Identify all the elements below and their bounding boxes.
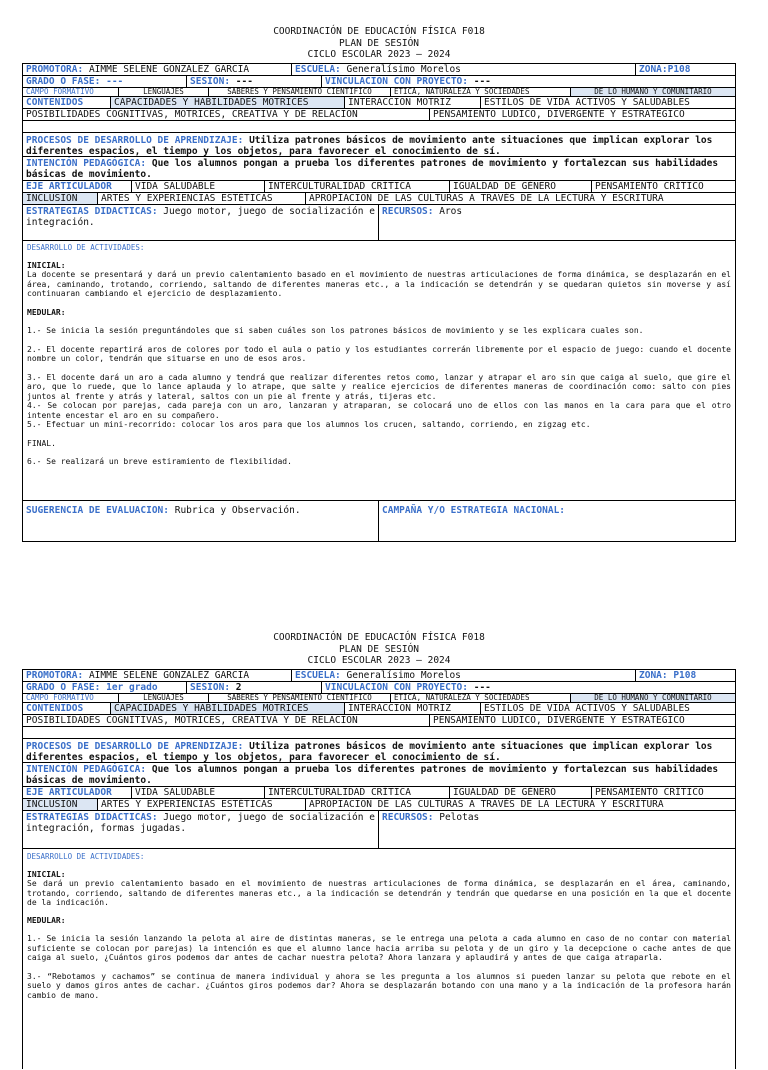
- procesos-label: PROCESOS DE DESARROLLO DE APRENDIZAJE:: [26, 741, 244, 752]
- vinculacion-label: VINCULACION CON PROYECTO:: [325, 682, 468, 693]
- vinculacion-value: ---: [473, 76, 491, 87]
- posibilidades-cell: POSIBILIDADES COGNITIVAS, MOTRICES, CREATIVA Y DE RELACIÓN: [26, 715, 358, 726]
- row-grado: [23, 76, 735, 88]
- procesos-cell: [23, 739, 735, 762]
- grado-value: ---: [106, 76, 124, 87]
- eje-igualdad: IGUALDAD DE GÉNERO: [449, 181, 591, 192]
- estrategias-label: ESTRATEGIAS DIDACTICAS:: [26, 206, 158, 217]
- escuela-value: Generalísimo Morelos: [346, 64, 461, 75]
- row-contenidos: [23, 703, 735, 715]
- row-desarrollo: [23, 241, 735, 501]
- pensamiento-ludico-cell: PENSAMIENTO LUDICO, DIVERGENTE Y ESTRATEGICO: [429, 715, 735, 726]
- eje-interculturalidad: INTERCULTURALIDAD CRÍTICA: [264, 787, 449, 798]
- campo-formativo-label: CAMPO FORMATIVO: [26, 694, 94, 702]
- promotora-value: AIMME SELENE GONZALEZ GARCIA: [88, 670, 250, 681]
- row-sugerencia: [23, 501, 735, 541]
- eje-pensamiento: PENSAMIENTO CRÍTICO: [591, 787, 735, 798]
- row-estrategias: [23, 811, 735, 849]
- activities-block: [27, 243, 731, 473]
- row-grado: [23, 682, 735, 694]
- medular-item: 1.- Se inicia la sesión preguntándoles que si saben cuáles son los patrones básicos de movimiento y se les explicara cuales son.: [27, 326, 644, 335]
- row-eje: [23, 787, 735, 799]
- campo-humano: DE LO HUMANO Y COMUNITARIO: [570, 694, 735, 702]
- promotora-cell: [23, 64, 291, 75]
- row-promotora: [23, 670, 735, 682]
- header-cycle: CICLO ESCOLAR 2023 – 2024: [307, 655, 451, 666]
- row-spacer: [23, 727, 735, 739]
- contenido-capacidades: CAPACIDADES Y HABILIDADES MOTRICES: [110, 703, 344, 714]
- estrategias-cell: [23, 811, 378, 848]
- intencion-cell: [23, 763, 735, 786]
- grado-value: 1er grado: [106, 682, 158, 693]
- recursos-label: RECURSOS:: [382, 206, 434, 217]
- intencion-text: Que los alumnos pongan a prueba los diferentes patrones de movimiento y fortalezcan sus habilidades básicas de movimiento.: [26, 764, 719, 786]
- header-title: COORDINACIÓN DE EDUCACIÓN FÍSICA F018: [273, 26, 485, 37]
- medular-item: 1.- Se inicia la sesión lanzando la pelota al aire de distintas maneras, se le entrega una pelota a cada alumno en caso de no contar con material suficiente se colocan por parejas) la intención es que el alumno lance hacia arriba su pelota y de un giro y la decepcione o cache antes de que caiga al suelo, ¿Cuántos giros podemos dar antes de cachar nuestra pelota? Ahora lanzara y aplaudirá y antes de que caiga atraparla.: [27, 934, 731, 962]
- eje-vida: VIDA SALUDABLE: [131, 787, 264, 798]
- campo-saberes: SABERES Y PENSAMIENTO CIENTIFICO: [208, 694, 390, 702]
- row-procesos: [23, 739, 735, 763]
- plan-2: [22, 632, 736, 1000]
- sesion-value: 2: [235, 682, 242, 693]
- zona-value: ZONA:P108: [639, 64, 691, 75]
- plan-table: [22, 669, 736, 1069]
- final-label: FINAL.: [27, 438, 56, 448]
- intencion-label: INTENCIÓN PEDAGÓGICA:: [26, 764, 147, 775]
- promotora-cell: [23, 670, 291, 681]
- sugerencia-cell: [23, 501, 378, 541]
- estrategias-label: ESTRATEGIAS DIDACTICAS:: [26, 812, 158, 823]
- posibilidades-cell: POSIBILIDADES COGNITIVAS, MOTRICES, CREATIVA Y DE RELACIÓN: [26, 109, 358, 120]
- promotora-label: PROMOTORA:: [26, 64, 84, 75]
- eje-artes: ARTES Y EXPERIENCIAS ESTÉTICAS: [97, 193, 305, 204]
- escuela-label: ESCUELA:: [295, 64, 341, 75]
- recursos-value: Aros: [439, 206, 463, 217]
- row-posibilidades: [23, 109, 735, 121]
- estrategias-value: Juego motor, juego de socialización e integración, formas jugadas.: [26, 812, 375, 834]
- plan-1: [22, 26, 736, 516]
- sesion-label: SESION:: [190, 76, 231, 87]
- sugerencia-label: SUGERENCIA DE EVALUACION:: [26, 505, 169, 516]
- recursos-value: Pelotas: [439, 812, 480, 823]
- plan-table: [22, 63, 736, 542]
- inicial-label: INICIAL:: [27, 260, 66, 270]
- row-eje-2: [23, 193, 735, 205]
- contenido-interaccion: INTERACCION MOTRIZ: [344, 703, 480, 714]
- intencion-label: INTENCIÓN PEDAGÓGICA:: [26, 158, 147, 169]
- eje-pensamiento: PENSAMIENTO CRÍTICO: [591, 181, 735, 192]
- inicial-text: Se dará un previo calentamiento basado en el movimiento de nuestras articulaciones de forma dinámica, se desplazarán en el área, caminando, trotando, corriendo, saltando de diferentes maneras etc., a la indicación se detendrán y tendrán que quedarse en una posición en la que el docente de la indicación.: [27, 879, 731, 907]
- medular-item: 5.- Efectuar un mini-recorrido: colocar los aros para que los alumnos los crucen, saltando, corriendo, en zigzag etc.: [27, 420, 591, 429]
- eje-inclusion: INCLUSIÓN: [23, 799, 97, 810]
- row-promotora: [23, 64, 735, 76]
- eje-artes: ARTES Y EXPERIENCIAS ESTÉTICAS: [97, 799, 305, 810]
- procesos-text: Utiliza patrones básicos de movimiento ante situaciones que implican explorar los diferentes espacios, el tiempo y los objetos, para favorecer el conocimiento de sí.: [26, 741, 713, 762]
- header-subtitle: PLAN DE SESIÓN: [338, 643, 420, 655]
- campo-formativo-label: CAMPO FORMATIVO: [26, 88, 94, 96]
- contenido-estilos: ESTILOS DE VIDA ACTIVOS Y SALUDABLES: [480, 97, 735, 108]
- eje-interculturalidad: INTERCULTURALIDAD CRÍTICA: [264, 181, 449, 192]
- campana-label: CAMPAÑA Y/O ESTRATEGIA NACIONAL:: [382, 505, 566, 516]
- medular-item: 3.- “Rebotamos y cachamos” se continua de manera individual y ahora se les pregunta a los alumnos si pueden lanzar su pelota que rebote en el suelo y damos giros antes de cachar. ¿Cuántos giros podemos dar? Ahora se desplazarán botando con una mano y a la indicación de la profesora harán cambio de mano.: [27, 971, 731, 1000]
- eje-inclusion: INCLUSIÓN: [23, 193, 97, 204]
- row-spacer: [23, 121, 735, 133]
- inicial-text: La docente se presentará y dará un previo calentamiento basado en el movimiento de nuestras articulaciones de forma dinámica, se desplazarán en el área, caminando, trotando, corriendo, saltando de diferentes maneras etc., a la indicación se detendrán y se quedaran quietos sin moverse y así continuaran cambiando el ejercicio de desplazamiento.: [27, 270, 731, 298]
- grado-label: GRADO O FASE:: [26, 76, 101, 87]
- estrategias-value: Juego motor, juego de socialización e integración.: [26, 206, 375, 228]
- promotora-value: AIMME SELENE GONZALEZ GARCIA: [88, 64, 250, 75]
- grado-cell: [23, 682, 186, 693]
- intencion-text: Que los alumnos pongan a prueba los diferentes patrones de movimiento y fortalezcan sus habilidades básicas de movimiento.: [26, 158, 719, 180]
- zona-cell: [635, 64, 735, 75]
- grado-cell: [23, 76, 186, 87]
- eje-igualdad: IGUALDAD DE GÉNERO: [449, 787, 591, 798]
- medular-label: MEDULAR:: [27, 915, 66, 925]
- row-posibilidades: [23, 715, 735, 727]
- row-desarrollo: [23, 849, 735, 1070]
- escuela-label: ESCUELA:: [295, 670, 341, 681]
- desarrollo-label: DESARROLLO DE ACTIVIDADES:: [27, 243, 145, 252]
- eje-vida: VIDA SALUDABLE: [131, 181, 264, 192]
- escuela-value: Generalísimo Morelos: [346, 670, 461, 681]
- sugerencia-value: Rubrica y Observación.: [174, 505, 301, 516]
- row-estrategias: [23, 205, 735, 241]
- campo-lenguajes: LENGUAJES: [118, 694, 208, 702]
- sesion-label: SESION:: [190, 682, 231, 693]
- campo-etica: ETICA, NATURALEZA Y SOCIEDADES: [390, 88, 570, 96]
- eje-apropiacion: APROPIACIÓN DE LAS CULTURAS A TRAVÉS DE LA LECTURA Y ESCRITURA: [305, 193, 735, 204]
- header-cycle: CICLO ESCOLAR 2023 – 2024: [307, 49, 451, 60]
- campana-cell: [378, 501, 735, 541]
- sesion-cell: [186, 682, 321, 693]
- grado-label: GRADO O FASE:: [26, 682, 101, 693]
- contenido-capacidades: CAPACIDADES Y HABILIDADES MOTRICES: [110, 97, 344, 108]
- medular-item: 2.- El docente repartirá aros de colores por todo el aula o patio y los estudiantes correrán libremente por el espacio de juego: cuando el docente nombre un color, tendrán que situarse en uno de esos aros.: [27, 344, 731, 363]
- row-eje-2: [23, 799, 735, 811]
- zona-cell: [635, 670, 735, 681]
- pensamiento-ludico-cell: PENSAMIENTO LUDICO, DIVERGENTE Y ESTRATEGICO: [429, 109, 735, 120]
- recursos-cell: [378, 205, 735, 240]
- procesos-cell: [23, 133, 735, 156]
- campo-etica: ETICA, NATURALEZA Y SOCIEDADES: [390, 694, 570, 702]
- zona-value: ZONA: P108: [639, 670, 697, 681]
- vinculacion-cell: [321, 682, 735, 693]
- escuela-cell: [291, 670, 635, 681]
- eje-apropiacion: APROPIACIÓN DE LAS CULTURAS A TRAVÉS DE LA LECTURA Y ESCRITURA: [305, 799, 735, 810]
- vinculacion-value: ---: [473, 682, 491, 693]
- contenidos-label: CONTENIDOS: [26, 97, 84, 108]
- procesos-label: PROCESOS DE DESARROLLO DE APRENDIZAJE:: [26, 135, 244, 146]
- eje-label: EJE ARTICULADOR: [26, 181, 112, 192]
- vinculacion-label: VINCULACION CON PROYECTO:: [325, 76, 468, 87]
- row-intencion: [23, 763, 735, 787]
- sesion-value: ---: [235, 76, 253, 87]
- procesos-text: Utiliza patrones básicos de movimiento ante situaciones que implican explorar los diferentes espacios, el tiempo y los objetos, para favorecer el conocimiento de sí.: [26, 135, 713, 156]
- vinculacion-cell: [321, 76, 735, 87]
- medular-label: MEDULAR:: [27, 307, 66, 317]
- campo-saberes: SABERES Y PENSAMIENTO CIENTIFICO: [208, 88, 390, 96]
- header-subtitle: PLAN DE SESIÓN: [338, 37, 420, 49]
- contenido-estilos: ESTILOS DE VIDA ACTIVOS Y SALUDABLES: [480, 703, 735, 714]
- row-contenidos: [23, 97, 735, 109]
- desarrollo-label: DESARROLLO DE ACTIVIDADES:: [27, 852, 145, 861]
- recursos-label: RECURSOS:: [382, 812, 434, 823]
- intencion-cell: [23, 157, 735, 180]
- inicial-label: INICIAL:: [27, 869, 66, 879]
- sesion-cell: [186, 76, 321, 87]
- contenidos-label: CONTENIDOS: [26, 703, 84, 714]
- campo-humano: DE LO HUMANO Y COMUNITARIO: [570, 88, 735, 96]
- medular-item: 4.- Se colocan por parejas, cada pareja con un aro, lanzaran y atraparan, se colocará uno de ellos con las manos en la cara para que el otro intente encestar el aro en su compañero.: [27, 401, 731, 420]
- row-campo-formativo: [23, 88, 735, 97]
- row-campo-formativo: [23, 694, 735, 703]
- promotora-label: PROMOTORA:: [26, 670, 84, 681]
- eje-label: EJE ARTICULADOR: [26, 787, 112, 798]
- header-title: COORDINACIÓN DE EDUCACIÓN FÍSICA F018: [273, 632, 485, 643]
- medular-item: 3.- El docente dará un aro a cada alumno y tendrá que realizar diferentes retos como, lanzar y atrapar el aro sin que caiga al suelo, que gire el aro, que lo ruede, que lo lance aplauda y lo atrape, que salte y realice ejercicios de diferentes maneras de coordinación como: salto con pies juntos al frente y atrás y lateral, saltos con un pie al frente y atrás, tijeras etc.: [27, 372, 731, 401]
- campo-lenguajes: LENGUAJES: [118, 88, 208, 96]
- estrategias-cell: [23, 205, 378, 240]
- escuela-cell: [291, 64, 635, 75]
- final-text: 6.- Se realizará un breve estiramiento de flexibilidad.: [27, 457, 292, 466]
- recursos-cell: [378, 811, 735, 848]
- row-procesos: [23, 133, 735, 157]
- row-intencion: [23, 157, 735, 181]
- row-eje: [23, 181, 735, 193]
- activities-block: [27, 852, 731, 1000]
- contenido-interaccion: INTERACCION MOTRIZ: [344, 97, 480, 108]
